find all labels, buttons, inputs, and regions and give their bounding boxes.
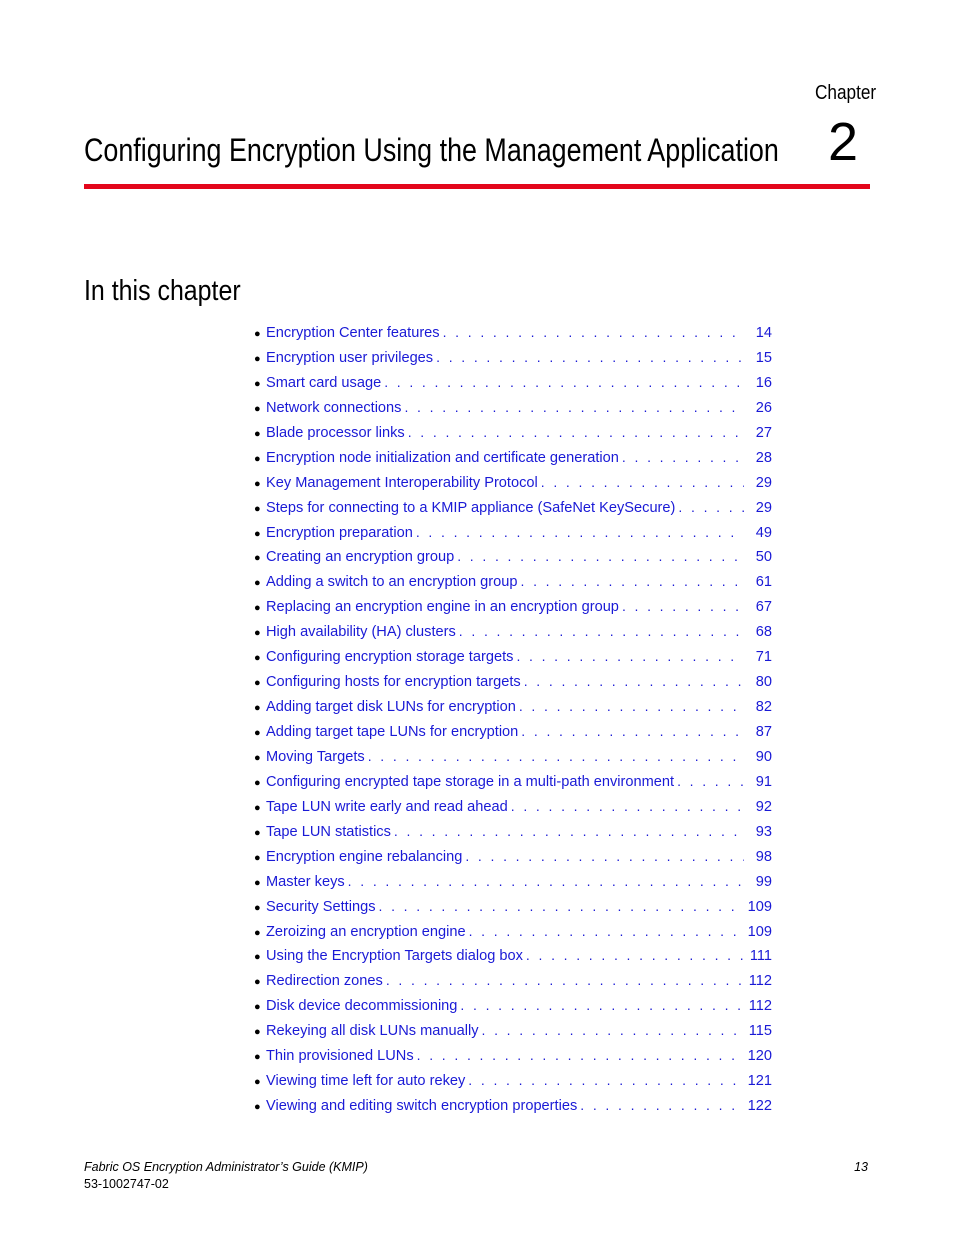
toc-entry[interactable] [254, 1018, 772, 1043]
toc-entry[interactable] [254, 894, 772, 919]
bullet-icon: ● [254, 552, 261, 565]
bullet-icon: ● [254, 1101, 261, 1114]
toc-entry[interactable] [254, 1068, 772, 1093]
toc-entry-link[interactable]: Smart card usage [266, 374, 382, 391]
toc-entry-link[interactable]: Key Management Interoperability Protocol [266, 474, 538, 491]
toc-page-link[interactable]: 91 [755, 773, 772, 790]
dot-leader [368, 744, 744, 769]
bullet-icon: ● [254, 377, 261, 390]
toc-page-link[interactable]: 26 [755, 399, 772, 416]
dot-leader [460, 993, 742, 1018]
toc-entry-link[interactable]: Configuring encrypted tape storage in a multi-path environment [266, 773, 675, 790]
toc-entry[interactable] [254, 569, 772, 594]
toc-entry-link[interactable]: Blade processor links [266, 424, 405, 441]
dot-leader [526, 943, 744, 968]
bullet-icon: ● [254, 352, 261, 365]
toc-page-link[interactable]: 50 [755, 549, 772, 566]
toc-entry-link[interactable]: Encryption Center features [266, 325, 440, 341]
toc-entry[interactable] [254, 719, 772, 744]
bullet-icon: ● [254, 627, 261, 640]
toc-entry-link[interactable]: Redirection zones [266, 973, 383, 990]
toc-page-link[interactable]: 120 [747, 1048, 772, 1065]
chapter-number: 2 [827, 112, 858, 172]
toc-entry-link[interactable]: Viewing and editing switch encryption properties [266, 1098, 578, 1115]
toc-entry-link[interactable]: Thin provisioned LUNs [266, 1048, 414, 1065]
dot-leader [516, 644, 744, 669]
toc-entry[interactable] [254, 769, 772, 794]
toc-entry[interactable] [254, 1043, 772, 1068]
dot-leader [482, 1018, 743, 1043]
toc-page-link[interactable]: 99 [755, 873, 772, 890]
dot-leader [408, 420, 744, 445]
dot-leader [524, 669, 744, 694]
dot-leader [622, 594, 744, 619]
bullet-icon: ● [254, 1076, 261, 1089]
toc-entry[interactable] [254, 445, 772, 470]
toc-entry[interactable] [254, 420, 772, 445]
bullet-icon: ● [254, 926, 261, 939]
toc-page-link[interactable]: 122 [747, 1098, 772, 1115]
dot-leader [677, 769, 744, 794]
toc-entry-link[interactable]: Rekeying all disk LUNs manually [266, 1023, 479, 1040]
bullet-icon: ● [254, 801, 261, 814]
toc-entry[interactable] [254, 644, 772, 669]
toc-entry-link[interactable]: Configuring hosts for encryption targets [266, 674, 521, 691]
toc-entry[interactable] [254, 968, 772, 993]
toc-page-link[interactable]: 112 [748, 973, 772, 990]
toc-page-link[interactable]: 28 [755, 449, 772, 466]
bullet-icon: ● [254, 402, 261, 415]
toc-entry[interactable] [254, 993, 772, 1018]
toc-entry[interactable] [254, 345, 772, 370]
toc-page-link[interactable]: 29 [755, 499, 772, 516]
toc-entry[interactable] [254, 495, 772, 520]
dot-leader [465, 844, 744, 869]
toc-page-link[interactable]: 109 [747, 923, 772, 940]
chapter-title: Configuring Encryption Using the Management Application [84, 132, 779, 168]
toc-entry[interactable] [254, 694, 772, 719]
bullet-icon: ● [254, 577, 261, 590]
section-heading: In this chapter [84, 275, 241, 307]
toc-entry[interactable] [254, 794, 772, 819]
toc-page-link[interactable]: 27 [755, 424, 772, 441]
toc-entry-link[interactable]: Encryption preparation [266, 524, 413, 541]
toc-entry-link[interactable]: Creating an encryption group [266, 549, 455, 566]
footer-doc-title: Fabric OS Encryption Administrator’s Guide (KMIP) [84, 1160, 368, 1174]
dot-leader [348, 869, 744, 894]
bullet-icon: ● [254, 776, 261, 789]
toc-page-link[interactable]: 82 [755, 699, 772, 716]
dot-leader [678, 495, 744, 520]
toc-entry-link[interactable]: Master keys [266, 873, 345, 890]
toc-entry[interactable] [254, 819, 772, 844]
bullet-icon: ● [254, 328, 261, 340]
toc-page-link[interactable]: 121 [747, 1073, 772, 1090]
toc-entry[interactable] [254, 395, 772, 420]
toc-entry-link[interactable]: Adding target tape LUNs for encryption [266, 724, 519, 740]
toc-list [254, 320, 772, 1118]
toc-entry-link[interactable]: Adding target disk LUNs for encryption [266, 699, 516, 716]
bullet-icon: ● [254, 951, 261, 964]
toc-entry-link[interactable]: High availability (HA) clusters [266, 624, 456, 641]
toc-page-link[interactable]: 16 [755, 374, 772, 391]
chapter-rule [84, 184, 870, 189]
dot-leader [394, 819, 744, 844]
toc-entry-link[interactable]: Encryption node initialization and certificate generation [266, 449, 619, 466]
dot-leader [384, 370, 744, 395]
bullet-icon: ● [254, 677, 261, 690]
toc-entry[interactable] [254, 744, 772, 769]
toc-entry-link[interactable]: Encryption engine rebalancing [266, 848, 463, 865]
toc-entry-link[interactable]: Replacing an encryption engine in an encryption group [266, 599, 619, 616]
toc-page-link[interactable]: 67 [755, 599, 772, 616]
toc-entry[interactable] [254, 370, 772, 395]
bullet-icon: ● [254, 1001, 261, 1014]
toc-page-link[interactable]: 90 [755, 748, 772, 765]
bullet-icon: ● [254, 652, 261, 665]
toc-entry[interactable] [254, 919, 772, 944]
bullet-icon: ● [254, 452, 261, 465]
toc-page-link[interactable]: 71 [755, 649, 772, 666]
chapter-label: Chapter [814, 82, 876, 104]
bullet-icon: ● [254, 427, 261, 440]
dot-leader [469, 919, 742, 944]
dot-leader [541, 470, 744, 495]
toc-entry[interactable] [254, 520, 772, 545]
bullet-icon: ● [254, 851, 261, 864]
toc-entry-link[interactable]: Steps for connecting to a KMIP appliance (SafeNet KeySecure) [266, 499, 676, 516]
toc-entry[interactable] [254, 470, 772, 495]
footer [84, 1159, 368, 1193]
toc-entry-link[interactable]: Using the Encryption Targets dialog box [266, 948, 523, 965]
toc-entry[interactable] [254, 844, 772, 869]
dot-leader [457, 544, 744, 569]
bullet-icon: ● [254, 826, 261, 839]
toc-entry[interactable] [254, 594, 772, 619]
toc-page-link[interactable]: 98 [755, 848, 772, 865]
toc-entry-link[interactable]: Viewing time left for auto rekey [266, 1073, 466, 1090]
toc-entry[interactable] [254, 1093, 772, 1118]
dot-leader [521, 719, 744, 744]
toc-page-link[interactable]: 112 [748, 998, 772, 1015]
toc-entry[interactable] [254, 320, 772, 345]
toc-entry-link[interactable]: Security Settings [266, 898, 376, 915]
dot-leader [404, 395, 744, 420]
toc-entry-link[interactable]: Network connections [266, 399, 402, 416]
dot-leader [443, 320, 744, 345]
toc-page-link[interactable]: 109 [747, 898, 772, 915]
bullet-icon: ● [254, 727, 261, 739]
toc-page-link[interactable]: 115 [748, 1023, 772, 1040]
bullet-icon: ● [254, 502, 261, 515]
toc-entry[interactable] [254, 669, 772, 694]
dot-leader [519, 694, 744, 719]
toc-entry-link[interactable]: Tape LUN write early and read ahead [266, 798, 508, 815]
toc-page-link[interactable]: 92 [755, 798, 772, 815]
dot-leader [379, 894, 742, 919]
toc-page-link[interactable]: 80 [755, 674, 772, 691]
toc-page-link[interactable]: 15 [755, 349, 772, 366]
dot-leader [511, 794, 744, 819]
dot-leader [459, 619, 744, 644]
toc-page-link[interactable]: 93 [755, 823, 772, 840]
bullet-icon: ● [254, 527, 261, 540]
toc-page-link[interactable]: 87 [755, 724, 772, 740]
dot-leader [436, 345, 744, 370]
bullet-icon: ● [254, 602, 261, 615]
dot-leader [417, 1043, 742, 1068]
bullet-icon: ● [254, 1026, 261, 1039]
toc-entry[interactable] [254, 544, 772, 569]
dot-leader [580, 1093, 741, 1118]
toc-entry[interactable] [254, 619, 772, 644]
dot-leader [468, 1068, 741, 1093]
toc-page-link[interactable]: 14 [755, 325, 772, 341]
toc-entry-link[interactable]: Encryption user privileges [266, 349, 434, 366]
bullet-icon: ● [254, 876, 261, 889]
toc-entry-link[interactable]: Moving Targets [266, 748, 365, 765]
bullet-icon: ● [254, 751, 261, 764]
toc-page-link[interactable]: 68 [755, 624, 772, 641]
dot-leader [386, 968, 743, 993]
toc-entry-link[interactable]: Zeroizing an encryption engine [266, 923, 466, 940]
page-number: 13 [854, 1160, 868, 1174]
bullet-icon: ● [254, 901, 261, 914]
footer-doc-id: 53-1002747-02 [84, 1177, 169, 1191]
toc-page-link[interactable]: 111 [749, 948, 772, 965]
bullet-icon: ● [254, 976, 261, 989]
toc-entry-link[interactable]: Configuring encryption storage targets [266, 649, 514, 666]
toc-page-link[interactable]: 61 [755, 574, 772, 591]
toc-page-link[interactable]: 29 [755, 474, 772, 491]
bullet-icon: ● [254, 1051, 261, 1064]
toc-entry[interactable] [254, 943, 772, 968]
toc-entry-link[interactable]: Disk device decommissioning [266, 998, 458, 1015]
dot-leader [521, 569, 745, 594]
toc-page-link[interactable]: 49 [755, 524, 772, 541]
toc-entry-link[interactable]: Adding a switch to an encryption group [266, 574, 518, 591]
bullet-icon: ● [254, 702, 261, 715]
dot-leader [622, 445, 744, 470]
toc-entry[interactable] [254, 869, 772, 894]
dot-leader [416, 520, 744, 545]
toc-entry-link[interactable]: Tape LUN statistics [266, 823, 391, 840]
bullet-icon: ● [254, 477, 261, 490]
